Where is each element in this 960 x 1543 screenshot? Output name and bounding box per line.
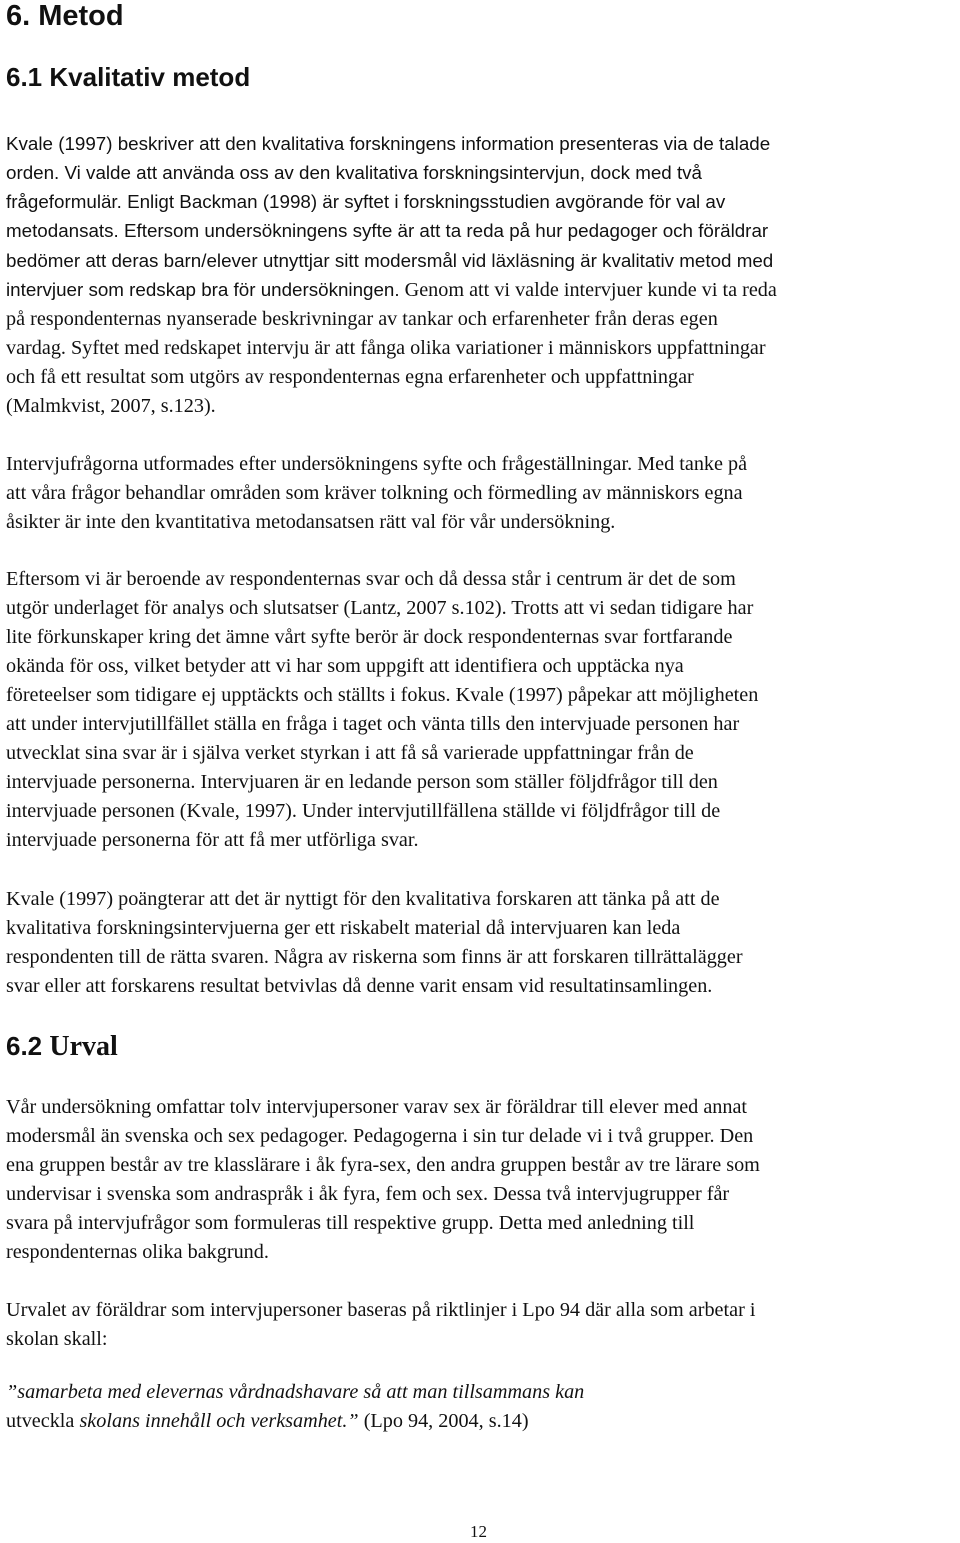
text-span: Genom att vi valde intervjuer kunde vi ta reda: [399, 279, 777, 301]
text-line: modersmål än svenska och sex pedagoger. Pedagogerna i sin tur delade vi i två grupper. Den: [6, 1125, 754, 1147]
text-line: företeelser som tidigare ej upptäckts och ställts i fokus. Kvale (1997) påpekar att möjligheten: [6, 684, 759, 706]
text-line: respondenten till de rätta svaren. Några av riskerna som finns är att forskaren tillrättalägger: [6, 946, 743, 968]
quote-text: skolans innehåll och verksamhet.”: [79, 1410, 359, 1432]
text-line: okända för oss, vilket betyder att vi har som uppgift att identifiera och upptäcka nya: [6, 655, 684, 677]
text-line: frågeformulär. Enligt Backman (1998) är syftet i forskningsstudien avgörande för val av: [6, 191, 726, 212]
text-line: undervisar i svenska som andraspråk i åk fyra, fem och sex. Dessa två intervjugrupper får: [6, 1183, 730, 1205]
text-span: metodansats.: [6, 220, 119, 241]
text-line: intervjuade personerna. Intervjuaren är en ledande person som ställer följdfrågor till den: [6, 771, 718, 793]
paragraph-kvalitativ-2: [6, 450, 747, 537]
text-line: orden. Vi valde att använda oss av den kvalitativa forskningsintervjun, dock med två: [6, 162, 702, 183]
text-line: Vår undersökning omfattar tolv intervjupersoner varav sex är föräldrar till elever med annat: [6, 1096, 748, 1118]
text-line: utvecklat sina svar är i själva verket styrkan i att få så varierade uppfattningar från de: [6, 742, 694, 764]
paragraph-urval-2: [6, 1296, 755, 1354]
text-line: svar eller att forskarens resultat betvivlas då denne varit ensam vid resultatinsamlingen.: [6, 975, 713, 997]
text-line: intervjuade personen (Kvale, 1997). Under intervjutillfällena ställde vi följdfrågor till de: [6, 800, 721, 822]
text-line: skolan skall:: [6, 1328, 108, 1350]
section-heading-kvalitativ-metod: 6.1 Kvalitativ metod: [6, 62, 251, 92]
text-line: på respondenternas nyanserade beskrivningar av tankar och erfarenheter från deras egen: [6, 308, 718, 330]
block-quote: [6, 1378, 584, 1436]
text-line: svara på intervjufrågor som formuleras till respektive grupp. Detta med anledning till: [6, 1212, 695, 1234]
text-line: kvalitativa forskningsintervjuerna ger ett riskabelt material då intervjuaren kan leda: [6, 917, 681, 939]
text-line: Urvalet av föräldrar som intervjupersoner baseras på riktlinjer i Lpo 94 där alla som arbetar i: [6, 1299, 756, 1321]
paragraph-kvalitativ-4: [6, 885, 743, 1001]
paragraph-urval-1: [6, 1093, 760, 1267]
text-line: och få ett resultat som utgörs av respondenternas egna erfarenheter och uppfattningar: [6, 366, 694, 388]
text-line: (Malmkvist, 2007, s.123).: [6, 395, 216, 417]
text-span: Eftersom undersökningens syfte är att ta reda på hur pedagoger och föräldrar: [118, 220, 769, 241]
paragraph-kvalitativ-1: [6, 129, 777, 421]
text-line: Intervjufrågorna utformades efter undersökningens syfte och frågeställningar. Med tanke på: [6, 453, 748, 475]
text-line: lite förkunskaper kring det ämne vårt syfte berör är dock respondenternas svar fortfarande: [6, 626, 733, 648]
text-line: respondenternas olika bakgrund.: [6, 1241, 269, 1263]
section-title: Urval: [49, 1031, 118, 1062]
text-line: Kvale (1997) beskriver att den kvalitativa forskningens information presenteras via de talade: [6, 133, 771, 154]
text-line: åsikter är inte den kvantitativa metodansatsen rätt val för vår undersökning.: [6, 511, 616, 533]
text-span: Syftet med redskapet intervju är att fånga olika variationer i människors uppfattningar: [65, 337, 766, 359]
text-line: att under intervjutillfället ställa en fråga i taget och vänta tills den intervjuade personen har: [6, 713, 740, 735]
quote-text: utveckla: [6, 1410, 80, 1432]
chapter-heading: 6. Metod: [6, 0, 124, 32]
text-line: Eftersom vi är beroende av respondenternas svar och då dessa står i centrum är det de som: [6, 568, 736, 590]
text-span: vardag.: [6, 337, 66, 359]
text-line: utgör underlaget för analys och slutsatser (Lantz, 2007 s.102). Trotts att vi sedan tidigare har: [6, 597, 754, 619]
section-number: 6.2: [6, 1031, 50, 1061]
quote-line: ”samarbeta med elevernas vårdnadshavare så att man tillsammans kan: [6, 1381, 585, 1403]
quote-citation: (Lpo 94, 2004, s.14): [358, 1410, 529, 1432]
text-line: bedömer att deras barn/elever utnyttjar sitt modersmål vid läxläsning är kvalitativ metod med: [6, 250, 774, 271]
section-heading-urval: [6, 1030, 118, 1063]
text-line: [6, 216, 777, 246]
text-line: att våra frågor behandlar områden som kräver tolkning och förmedling av människors egna: [6, 482, 743, 504]
text-line: [6, 275, 777, 305]
text-line: intervjuade personerna för att få mer utförliga svar.: [6, 829, 419, 851]
text-line: Kvale (1997) poängterar att det är nyttigt för den kvalitativa forskaren att tänka på att de: [6, 888, 720, 910]
quote-line: [6, 1407, 584, 1436]
text-line: [6, 334, 777, 363]
paragraph-kvalitativ-3: [6, 565, 758, 855]
page-number: 12: [470, 1522, 487, 1541]
text-span: intervjuer som redskap bra för undersökningen.: [6, 279, 400, 300]
text-line: ena gruppen består av tre klasslärare i åk fyra-sex, den andra gruppen består av tre lärare som: [6, 1154, 760, 1176]
